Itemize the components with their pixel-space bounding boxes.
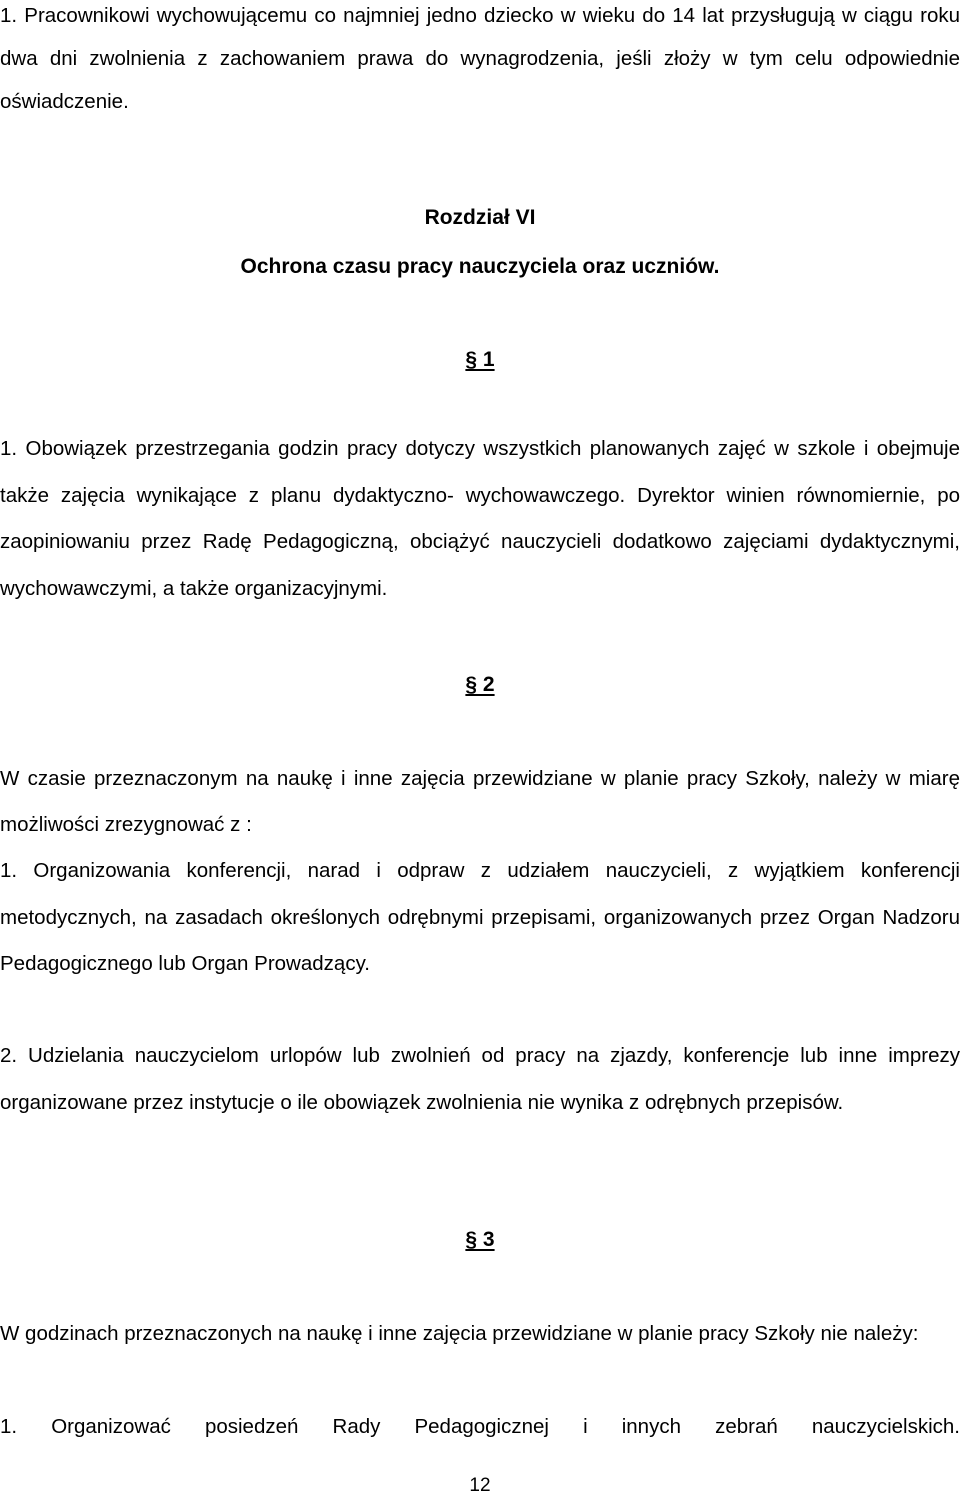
section-3-heading bbox=[0, 1225, 960, 1255]
section-2-heading bbox=[0, 670, 960, 700]
intro-paragraph: 1. Pracownikowi wychowującemu co najmniej jedno dziecko w wieku do 14 lat przysługują w ciągu roku dwa dni zwolnienia z zachowaniem prawa do wynagrodzenia, jeśli złoży w tym celu odpowiednie oświadczenie. bbox=[0, 4, 960, 113]
section-2-paragraph-1: W czasie przeznaczonym na naukę i inne zajęcia przewidziane w planie pracy Szkoły, należy w miarę możliwości zrezygnować z : bbox=[0, 767, 960, 836]
section-3-paragraph-1: W godzinach przeznaczonych na naukę i inne zajęcia przewidziane w planie pracy Szkoły nie należy: bbox=[0, 1322, 919, 1345]
section-mark: § 2 bbox=[465, 673, 495, 696]
chapter-number: Rozdział VI bbox=[424, 206, 536, 229]
section-1-paragraph-1: 1. Obowiązek przestrzegania godzin pracy dotyczy wszystkich planowanych zajęć w szkole i obejmuje także zajęcia wynikające z planu dydaktyczno- wychowawczego. Dyrektor winien równomiernie, po zaopiniowaniu przez Radę Pedagogiczną, obciążyć nauczycieli dodatkowo zajęciami dydaktycznymi, wychowawczymi, a także organizacyjnymi. bbox=[0, 437, 960, 600]
section-mark: § 3 bbox=[465, 1228, 495, 1251]
section-mark: § 1 bbox=[465, 348, 495, 371]
section-2-paragraph-2: 1. Organizowania konferencji, narad i odpraw z udziałem nauczycieli, z wyjątkiem konferencji metodycznych, na zasadach określonych odrębnymi przepisami, organizowanych przez Organ Nadzoru Pedagogicznego lub Organ Prowadzący. bbox=[0, 859, 960, 975]
section-1-heading bbox=[0, 345, 960, 375]
section-3-paragraph-2: 1. Organizować posiedzeń Rady Pedagogicznej i innych zebrań nauczycielskich. bbox=[0, 1415, 960, 1438]
page-number: 12 bbox=[469, 1475, 491, 1496]
section-2-paragraph-3: 2. Udzielania nauczycielom urlopów lub zwolnień od pracy na zjazdy, konferencje lub inne imprezy organizowane przez instytucje o ile obowiązek zwolnienia nie wynika z odrębnych przepisów. bbox=[0, 1044, 960, 1114]
chapter-title: Ochrona czasu pracy nauczyciela oraz uczniów. bbox=[240, 255, 720, 278]
